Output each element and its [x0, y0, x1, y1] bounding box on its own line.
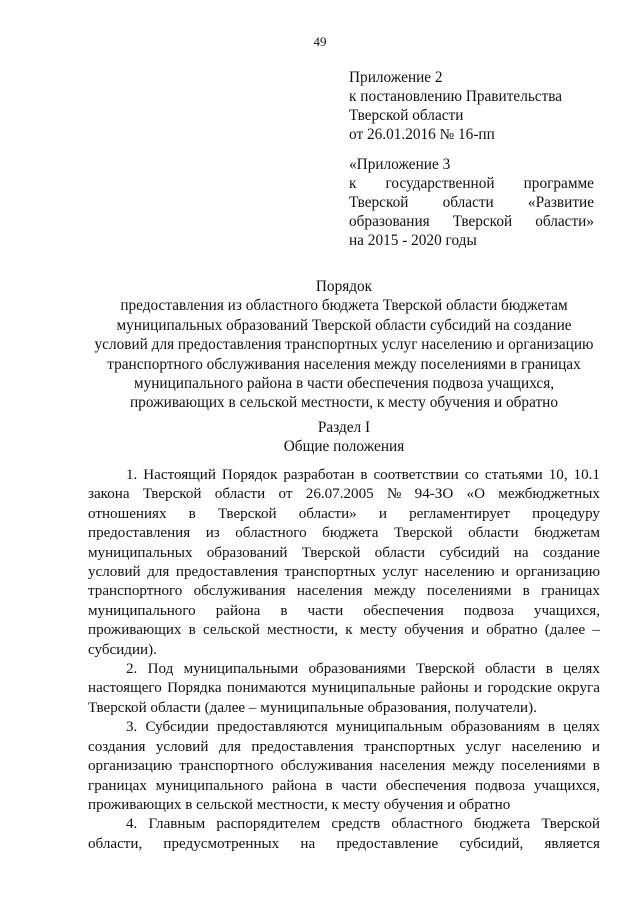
body-line: муниципального района в части обеспечения подвоза учащихся,	[88, 602, 600, 619]
appendix-3-word: к	[349, 175, 357, 192]
body-line: муниципальных образований Тверской области субсидий на создание	[88, 544, 600, 561]
body-line: условий для предоставления транспортных услуг населению и организацию	[88, 564, 600, 581]
body-text	[88, 466, 600, 854]
title-line: транспортного обслуживания населения между поселениями в границах	[107, 355, 581, 373]
appendix-3-word: Тверской	[452, 213, 513, 230]
title-heading: Порядок	[315, 278, 373, 295]
section-number: Раздел I	[317, 419, 371, 436]
title-line: предоставления из областного бюджета Тверской области бюджетам	[120, 297, 568, 315]
body-line: 1. Настоящий Порядок разработан в соответствии со статьями 10, 10.1	[126, 467, 600, 483]
appendix-2-block	[349, 68, 594, 144]
appendix-3-word: Тверской	[349, 194, 409, 211]
appendix-2-line: Приложение 2	[349, 69, 443, 86]
appendix-3-block	[349, 155, 594, 250]
body-line: предоставления из областного бюджета Тверской области бюджетам	[88, 525, 600, 542]
body-line: области, предусмотренных на предоставление субсидий, является	[88, 835, 600, 852]
title-line: проживающих в сельской местности, к месту обучения и обратно	[130, 394, 558, 412]
body-line: отношениях в Тверской области» и регламентирует процедуру	[88, 505, 600, 522]
appendix-3-line	[349, 193, 594, 212]
body-line: транспортного обслуживания населения между поселениями в границах	[88, 583, 600, 600]
title-line: условий для предоставления транспортных услуг населению и организацию	[94, 336, 594, 354]
body-line: 3. Субсидии предоставляются муниципальным образованиям в целях	[126, 719, 600, 736]
body-line: проживающих в сельской местности, к месту обучения и обратно	[88, 796, 511, 813]
appendix-3-word: программе	[523, 175, 594, 192]
title-line: муниципальных образований Тверской области субсидий на создание	[116, 316, 572, 334]
section-name: Общие положения	[283, 438, 405, 456]
appendix-3-line: «Приложение 3	[349, 156, 451, 173]
appendix-3-line	[349, 212, 594, 231]
body-line: создания условий для предоставления транспортных услуг населению и	[88, 738, 600, 755]
document-title	[88, 277, 600, 413]
body-line: Тверской области (далее – муниципальные образования, получатели).	[88, 699, 537, 716]
page-number: 49	[313, 34, 327, 49]
body-line: 4. Главным распорядителем средств областного бюджета Тверской	[126, 816, 600, 833]
body-line: закона Тверской области от 26.07.2005 № 94-ЗО «О межбюджетных	[88, 486, 600, 503]
body-line: 2. Под муниципальными образованиями Тверской области в целях	[126, 661, 600, 678]
body-line: настоящего Порядка понимаются муниципальные районы и городские округа	[88, 680, 600, 697]
appendix-3-word: «Развитие	[527, 194, 594, 211]
body-line: организацию транспортного обслуживания населения между поселениями в	[88, 758, 600, 775]
body-line: субсидии).	[88, 641, 157, 658]
appendix-3-word: области»	[535, 213, 594, 230]
appendix-3-line: на 2015 - 2020 годы	[349, 232, 477, 249]
body-line: проживающих в сельской местности, к месту обучения и обратно (далее –	[88, 622, 600, 639]
section-heading	[88, 418, 600, 457]
appendix-3-word: области	[442, 194, 494, 211]
appendix-2-line: Тверской области	[349, 107, 464, 124]
appendix-3-line	[349, 174, 594, 193]
body-line: границах муниципального района в части обеспечения подвоза учащихся,	[88, 777, 600, 794]
appendix-3-word: государственной	[385, 175, 495, 192]
appendix-2-line: от 26.01.2016 № 16-пп	[349, 126, 495, 143]
title-line: муниципального района в части обеспечения подвоза учащихся,	[133, 375, 555, 393]
appendix-3-word: образования	[349, 213, 430, 230]
appendix-2-line: к постановлению Правительства	[349, 88, 563, 105]
